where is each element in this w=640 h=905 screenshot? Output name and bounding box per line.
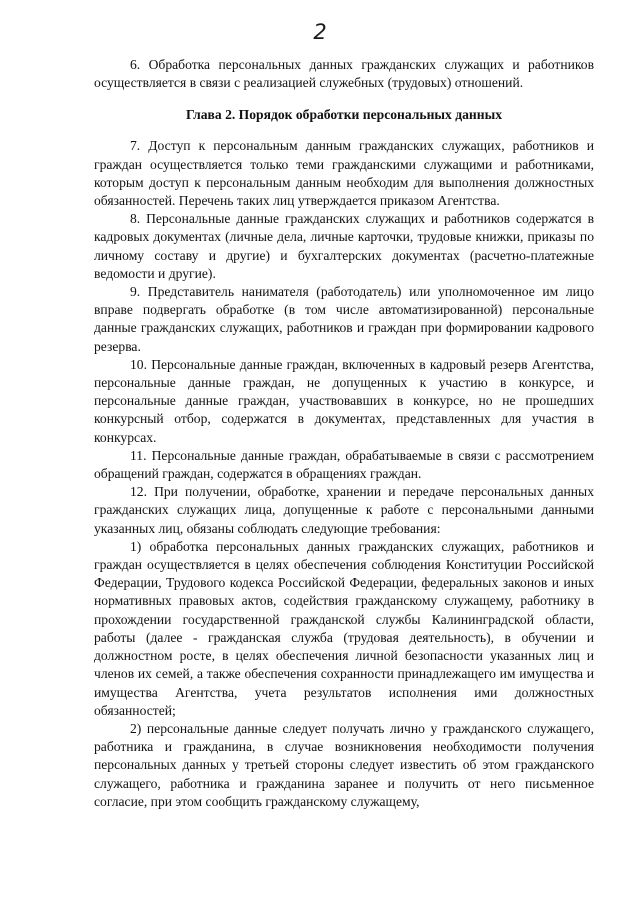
chapter-heading: Глава 2. Порядок обработки персональных данных [186,107,502,123]
page-number: 2 [313,20,327,44]
document-body [94,56,594,811]
paragraph: 9. Представитель нанимателя (работодатель) или уполномоченное им лицо вправе подвергать обработке (в том числе автоматизированной) персональные данные гражданских служащих, работников и граждан при формировании кадрового резерва. [94,284,594,354]
paragraph: 6. Обработка персональных данных гражданских служащих и работников осуществляется в связи с реализацией служебных (трудовых) отношений. [94,57,594,91]
list-item: 2) персональные данные следует получать лично у гражданского служащего, работника и гражданина, в случае возникновения необходимости получения персональных данных у третьей стороны следует известить об этом гражданского служащего, работника и гражданина заранее и получить от него письменное согласие, при этом сообщить гражданскому служащему, [94,720,594,809]
list-item: 1) обработка персональных данных гражданских служащих, работников и граждан осуществляется в целях обеспечения соблюдения Конституции Российской Федерации, Трудового кодекса Российской Федерации, федеральных законов и иных нормативных правовых актов, содействия гражданскому служащему, работнику в прохождении государственной гражданской службы Калининградской области, работы (далее - гражданская служба (трудовая деятельность), в обучении и должностном росте, в целях обеспечения личной безопасности указанных лиц и членов их семей, а также обеспечения сохранности принадлежащего им имущества и имущества Агентства, учета результатов исполнения ими должностных обязанностей; [94,538,594,718]
paragraph: 7. Доступ к персональным данным гражданских служащих, работников и граждан осуществляется только теми гражданскими служащими и работниками, которым доступ к персональным данным необходим для выполнения должностных обязанностей. Перечень таких лиц утверждается приказом Агентства. [94,138,594,209]
paragraph: 12. При получении, обработке, хранении и передаче персональных данных гражданских служащих лица, допущенные к работе с персональными данными указанных лиц, обязаны соблюдать следующие требования: [94,484,594,536]
paragraph: 8. Персональные данные гражданских служащих и работников содержатся в кадровых документах (личные дела, личные карточки, трудовые книжки, приказы по личному составу и другие) и бухгалтерских документах (расчетно-платежные ведомости и другие). [94,211,594,281]
paragraph: 11. Персональные данные граждан, обрабатываемые в связи с рассмотрением обращений граждан, содержатся в обращениях граждан. [94,447,594,482]
paragraph: 10. Персональные данные граждан, включенных в кадровый резерв Агентства, персональные данные граждан, не допущенных к участию в конкурсе, и персональные данные граждан, участвовавших в конкурсе, но не прошедших конкурсный отбор, содержатся в документах, представленных для участия в конкурсах. [94,356,594,445]
